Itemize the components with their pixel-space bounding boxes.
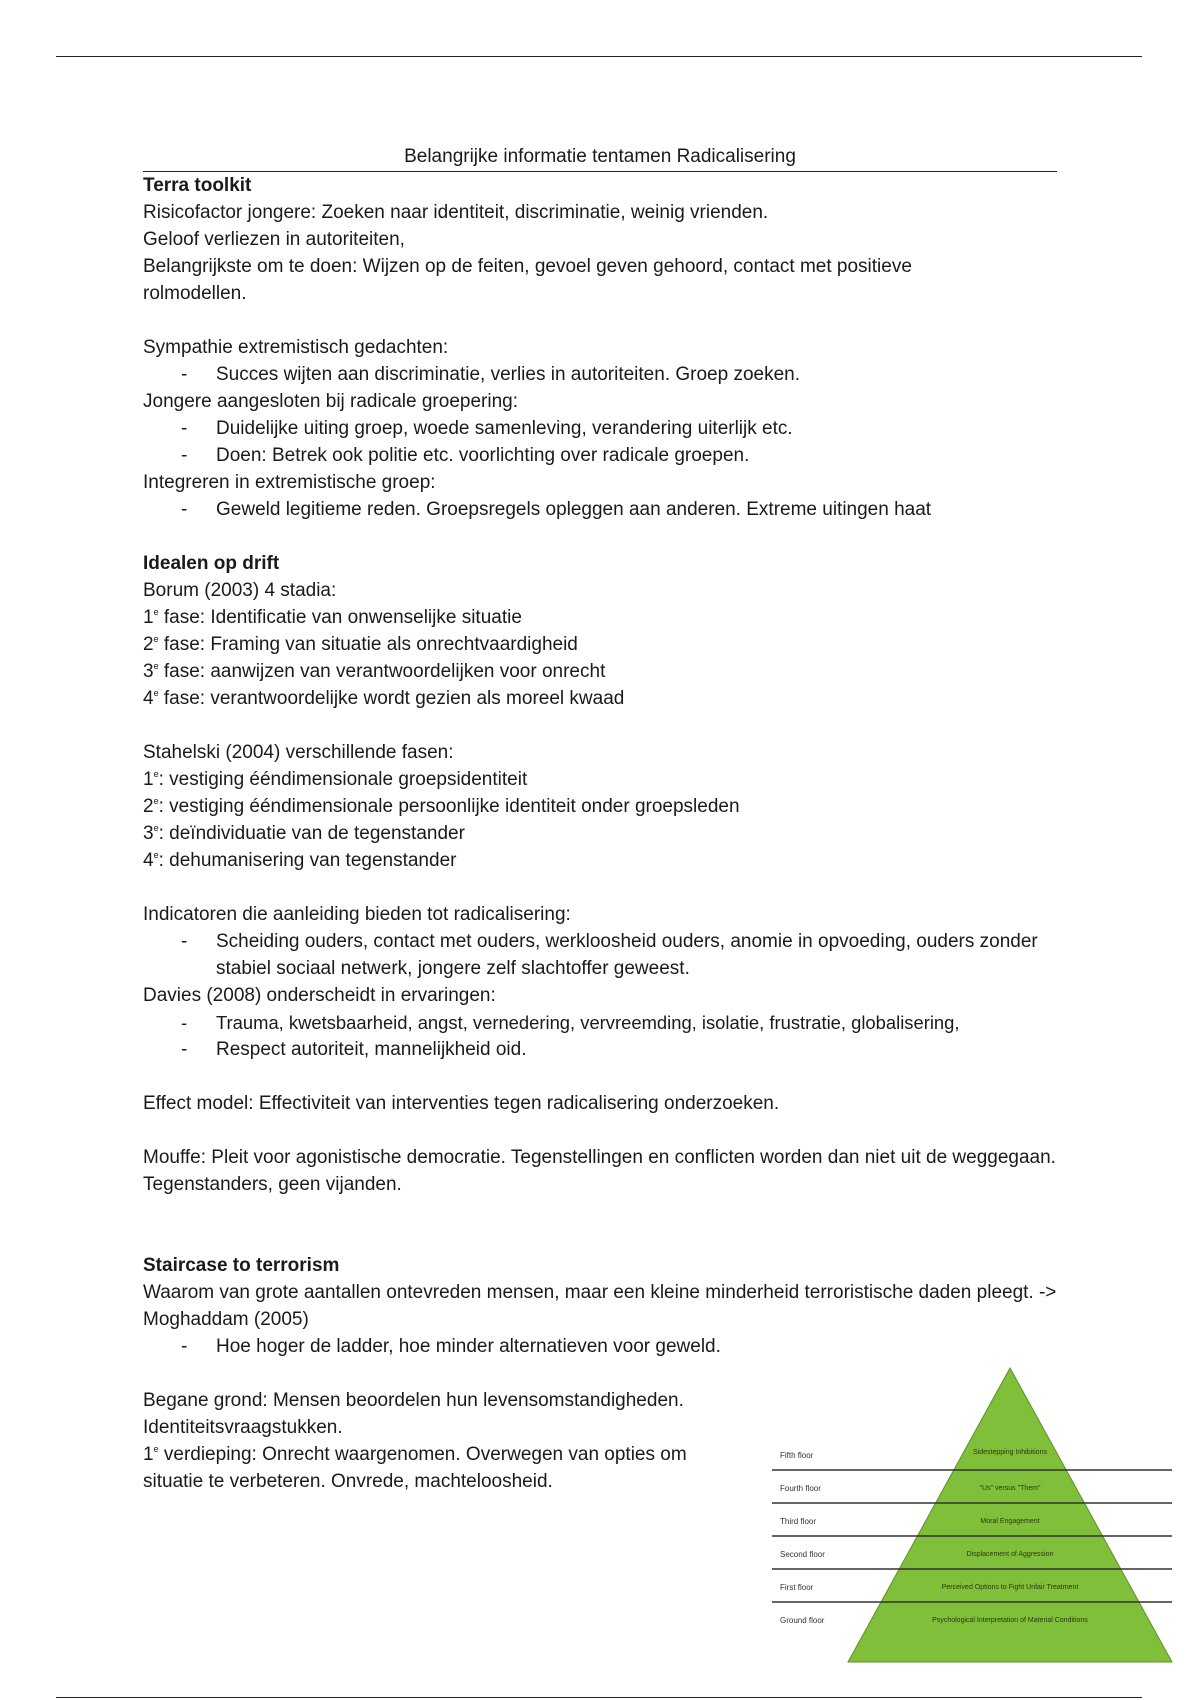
paragraph: Indicatoren die aanleiding bieden tot radicalisering: xyxy=(143,904,571,925)
header-rule xyxy=(56,56,1142,57)
stage-line: 2e fase: Framing van situatie als onrechtvaardigheid xyxy=(143,634,578,655)
stage-line: 1e: vestiging ééndimensionale groepsidentiteit xyxy=(143,769,528,790)
floor-description: Psychological Interpretation of Material Conditions xyxy=(932,1617,1088,1624)
floor-label: Fifth floor xyxy=(780,1451,814,1460)
floor-description: "Us" versus "Them" xyxy=(979,1485,1041,1492)
bullet-list xyxy=(143,496,1057,523)
floor-description: Sidestepping Inhibitions xyxy=(973,1449,1047,1456)
paragraph: Sympathie extremistisch gedachten: xyxy=(143,337,449,358)
document-body xyxy=(143,143,1057,1495)
paragraph: Begane grond: Mensen beoordelen hun levensomstandigheden. Identiteitsvraagstukken. xyxy=(143,1390,684,1438)
stage-line: 4e fase: verantwoordelijke wordt gezien als moreel kwaad xyxy=(143,688,625,709)
paragraph: Jongere aangesloten bij radicale groepering: xyxy=(143,391,518,412)
section-heading-staircase: Staircase to terrorism xyxy=(143,1255,340,1276)
paragraph: Risicofactor jongere: Zoeken naar identiteit, discriminatie, weinig vrienden. xyxy=(143,202,769,223)
staircase-pyramid-diagram xyxy=(770,1366,1180,1666)
stage-line: 3e fase: aanwijzen van verantwoordelijken voor onrecht xyxy=(143,661,606,682)
list-item: - Respect autoriteit, mannelijkheid oid. xyxy=(143,1036,1057,1063)
paragraph: Waarom van grote aantallen ontevreden mensen, maar een kleine minderheid terroristische daden pleegt. -> Moghaddam (2005) xyxy=(143,1282,1057,1330)
section-heading-idealen: Idealen op drift xyxy=(143,553,280,574)
paragraph: Effect model: Effectiviteit van interventies tegen radicalisering onderzoeken. xyxy=(143,1093,780,1114)
paragraph: Stahelski (2004) verschillende fasen: xyxy=(143,742,454,763)
list-item: - Trauma, kwetsbaarheid, angst, vernedering, vervreemding, isolatie, frustratie, globalisering, xyxy=(143,1009,1057,1036)
stage-line: 3e: deïndividuatie van de tegenstander xyxy=(143,823,465,844)
paragraph: Belangrijkste om te doen: Wijzen op de feiten, gevoel geven gehoord, contact met positieve rolmodellen. xyxy=(143,256,912,304)
paragraph: Mouffe: Pleit voor agonistische democratie. Tegenstellingen en conflicten worden dan niet uit de weggegaan. Tegenstanders, geen vijanden. xyxy=(143,1147,1056,1195)
paragraph: Integreren in extremistische groep: xyxy=(143,472,436,493)
paragraph: Davies (2008) onderscheidt in ervaringen: xyxy=(143,985,496,1006)
paragraph: 1e verdieping: Onrecht waargenomen. Overwegen van opties om situatie te verbeteren. Onvrede, machteloosheid. xyxy=(143,1444,687,1492)
bullet-list xyxy=(143,1333,1057,1360)
stage-line: 1e fase: Identificatie van onwenselijke situatie xyxy=(143,607,522,628)
floor-description: Displacement of Aggression xyxy=(966,1551,1054,1558)
list-item: - Doen: Betrek ook politie etc. voorlichting over radicale groepen. xyxy=(143,442,1057,469)
bullet-list xyxy=(143,415,1057,469)
bullet-list xyxy=(143,361,1057,388)
floor-description: Perceived Options to Fight Unfair Treatment xyxy=(941,1584,1079,1591)
list-item: - Scheiding ouders, contact met ouders, werkloosheid ouders, anomie in opvoeding, ouders zonder stabiel sociaal netwerk, jongere zelf slachtoffer geweest. xyxy=(143,928,1057,982)
paragraph: Geloof verliezen in autoriteiten, xyxy=(143,229,405,250)
floor-label: First floor xyxy=(780,1583,814,1592)
footer-rule xyxy=(56,1697,1142,1698)
stage-line: 4e: dehumanisering van tegenstander xyxy=(143,850,457,871)
floor-label: Ground floor xyxy=(780,1616,825,1625)
list-item: - Duidelijke uiting groep, woede samenleving, verandering uiterlijk etc. xyxy=(143,415,1057,442)
floor-description: Moral Engagement xyxy=(980,1518,1040,1525)
floor-label: Fourth floor xyxy=(780,1484,821,1493)
floor-label: Third floor xyxy=(780,1517,817,1526)
list-item: - Hoe hoger de ladder, hoe minder alternatieven voor geweld. xyxy=(143,1333,1057,1360)
document-title: Belangrijke informatie tentamen Radicalisering xyxy=(143,143,1057,172)
bullet-list xyxy=(143,928,1057,982)
floor-label: Second floor xyxy=(780,1550,825,1559)
list-item: - Succes wijten aan discriminatie, verlies in autoriteiten. Groep zoeken. xyxy=(143,361,1057,388)
list-item: - Geweld legitieme reden. Groepsregels opleggen aan anderen. Extreme uitingen haat xyxy=(143,496,1057,523)
paragraph: Borum (2003) 4 stadia: xyxy=(143,580,337,601)
section-heading-terra: Terra toolkit xyxy=(143,175,252,196)
stage-line: 2e: vestiging ééndimensionale persoonlijke identiteit onder groepsleden xyxy=(143,796,740,817)
bullet-list xyxy=(143,1009,1057,1063)
